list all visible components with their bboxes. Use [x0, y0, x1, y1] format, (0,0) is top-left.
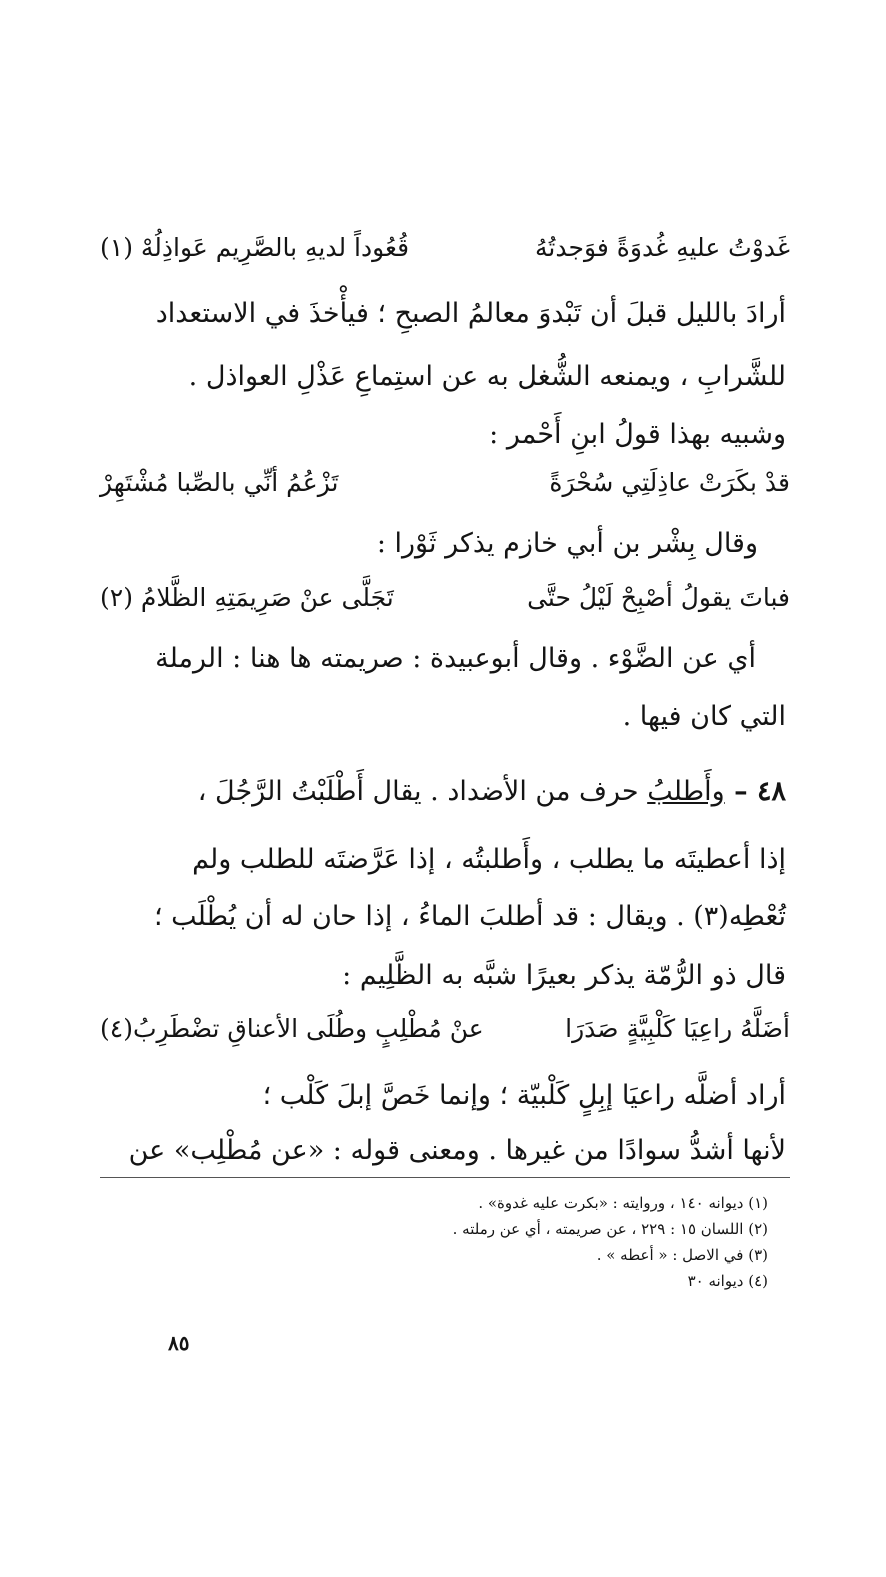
paragraph-3-line-2: التي كان فيها . [622, 701, 786, 732]
verse-1 [100, 233, 790, 262]
section-48-line-1-rest: حرف من الأضداد . يقال أَطْلَبْتُ الرَّجُلَ ، [197, 776, 648, 807]
verse-2 [100, 468, 790, 497]
footnote-1: (١) ديوانه ١٤٠ ، وروايته : «بكرت عليه غدوة» . [478, 1194, 768, 1212]
verse-2-hemistich-left: تَزْعُمُ أنِّي بالصِّبا مُشْتَهِرْ [100, 468, 339, 497]
headword: وأَطلبُ [647, 776, 725, 807]
section-48-line-1 [198, 778, 786, 805]
paragraph-4-line-1: أراد أضلَّه راعيَا إبِلٍ كَلْبيّة ؛ وإنما خَصَّ إبلَ كَلْب ؛ [262, 1080, 786, 1111]
paragraph-3-line-1: أي عن الضَّوْء . وقال أبوعبيدة : صريمته ها هنا : الرملة [155, 643, 756, 674]
paragraph-1-line-3: وشبيه بهذا قولُ ابنِ أَحْمر : [489, 419, 786, 450]
section-number: ٤٨ – [724, 776, 786, 807]
section-48-line-4: قال ذو الرُّمّة يذكر بعيرًا شبَّه به الظَّلِيم : [342, 960, 786, 991]
section-48-line-3: تُعْطِه(٣) . ويقال : قد أطلبَ الماءُ ، إذا حان له أن يُطْلَب ؛ [153, 901, 786, 932]
paragraph-1-line-2: للشَّرابِ ، ويمنعه الشُّغل به عن استِماعِ عَذْلِ العواذل . [188, 361, 786, 392]
verse-4-hemistich-left: عنْ مُطْلِبٍ وطُلَى الأعناقِ تضْطَرِبُ(٤) [100, 1014, 484, 1043]
page-number: ٨٥ [168, 1331, 190, 1355]
paragraph-2: وقال بِشْر بن أبي خازم يذكر ثَوْرا : [376, 528, 758, 559]
verse-1-hemistich-left: قُعُوداً لديهِ بالصَّرِيم عَواذِلُهْ (١) [100, 233, 410, 262]
footnote-divider [100, 1177, 790, 1178]
verse-3-hemistich-right: فباتَ يقولُ أصْبِحْ لَيْلُ حتَّى [527, 583, 790, 612]
verse-3-hemistich-left: تَجَلَّى عنْ صَرِيمَتِهِ الظَّلامُ (٢) [100, 583, 394, 612]
verse-2-hemistich-right: قدْ بكَرَتْ عاذِلَتِي سُحْرَةً [549, 468, 790, 497]
verse-4-hemistich-right: أضَلَّهُ راعِيَا كَلْبِيَّةٍ صَدَرَا [565, 1014, 790, 1043]
section-48-line-2: إذا أعطيتَه ما يطلب ، وأَطلبتُه ، إذا عَرَّضتَه للطلب ولم [192, 844, 786, 875]
paragraph-1-line-1: أرادَ بالليل قبلَ أن تَبْدوَ معالمُ الصبحِ ؛ فيأْخذَ في الاستعداد [155, 298, 786, 329]
footnote-3: (٣) في الاصل : « أعطه » . [596, 1246, 768, 1264]
verse-3 [100, 583, 790, 612]
paragraph-4-line-2: لأنها أشدُّ سوادًا من غيرها . ومعنى قوله : «عن مُطْلِب» عن [128, 1135, 786, 1166]
verse-4 [100, 1014, 790, 1043]
footnote-4: (٤) ديوانه ٣٠ [687, 1272, 768, 1290]
footnote-2: (٢) اللسان ١٥ : ٢٢٩ ، عن صريمته ، أي عن رملته . [452, 1220, 768, 1238]
verse-1-hemistich-right: غَدوْتُ عليهِ غُدوَةً فوَجدتُهُ [535, 233, 790, 262]
